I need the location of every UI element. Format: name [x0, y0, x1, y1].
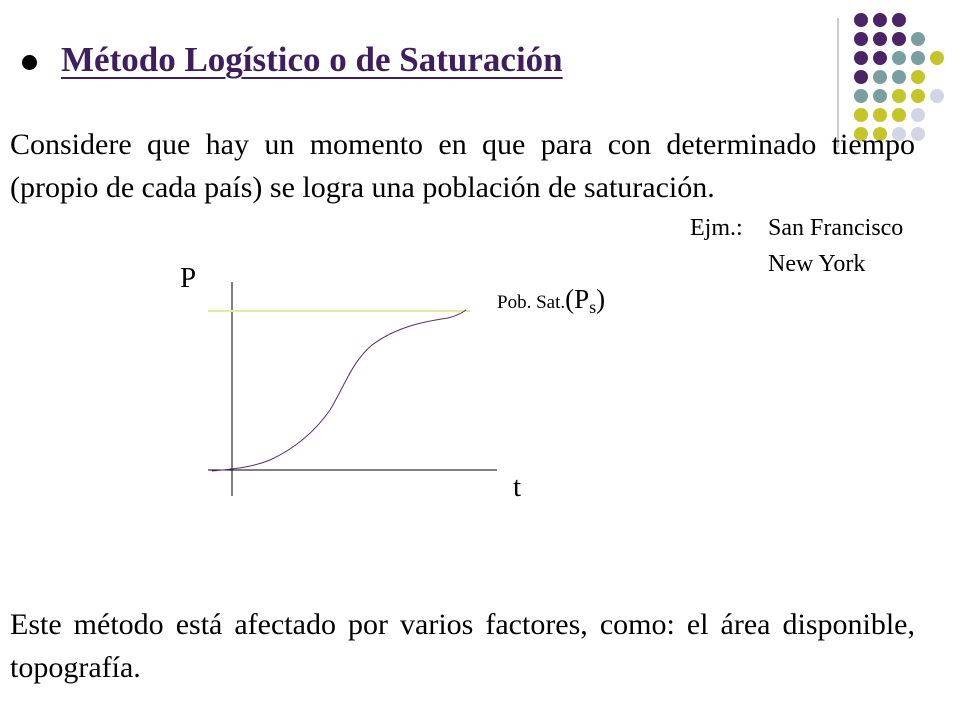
- y-axis-label: P: [180, 262, 197, 294]
- slide-title: Método Logístico o de Saturación: [61, 40, 563, 79]
- example-item-san-francisco: San Francisco: [768, 215, 904, 241]
- intro-paragraph: Considere que hay un momento en que para con determinado tiempo (propio de cada país) se logra una población de saturación.: [10, 128, 915, 204]
- example-label: Ejm.:: [690, 215, 743, 241]
- factors-paragraph: Este método está afectado por varios factores, como: el área disponible, topografía.: [10, 608, 915, 684]
- saturation-symbol-subscript: s: [589, 297, 597, 317]
- x-axis-label: t: [513, 471, 522, 503]
- example-item-new-york: New York: [768, 251, 866, 277]
- saturation-symbol-open: (P: [565, 284, 590, 314]
- logistic-curve: [212, 310, 466, 471]
- saturation-label: [497, 284, 605, 318]
- saturation-symbol-close: ): [596, 284, 606, 314]
- saturation-label-text: Pob. Sat.: [497, 292, 566, 313]
